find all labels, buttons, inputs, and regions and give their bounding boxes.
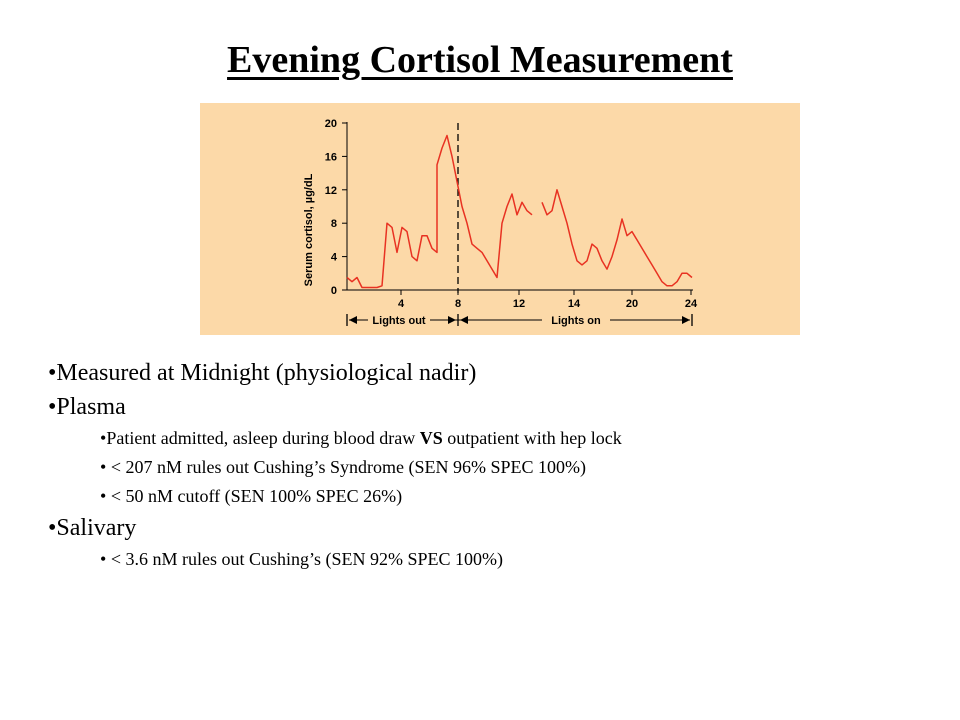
y-tick-label: 12 xyxy=(324,184,337,197)
chart-svg xyxy=(200,103,800,335)
y-tick-label: 0 xyxy=(330,285,337,297)
lights-on-label: Lights on xyxy=(551,315,601,327)
arrow-right-icon xyxy=(682,316,690,324)
arrow-left-icon xyxy=(460,316,468,324)
y-tick-label: 4 xyxy=(330,251,337,264)
y-axis-label: Serum cortisol, µg/dL xyxy=(303,173,315,287)
bullet-list xyxy=(48,356,928,574)
sub-bullet-item: • < 207 nM rules out Cushing’s Syndrome (SEN 96% SPEC 100%) xyxy=(48,453,928,482)
y-tick-label: 8 xyxy=(330,218,337,231)
y-tick-label: 16 xyxy=(324,151,337,164)
x-tick-label: 12 xyxy=(512,298,526,310)
x-tick-label: 4 xyxy=(397,298,405,310)
period-bar xyxy=(347,313,692,327)
sub-bullet-item: • Patient admitted, asleep during blood draw VS outpatient with hep lock xyxy=(48,424,928,453)
x-tick-label: 14 xyxy=(567,298,581,310)
cortisol-series-line xyxy=(542,190,692,286)
bullet-item: • Measured at Midnight (physiological nadir) xyxy=(48,356,928,390)
cortisol-chart xyxy=(200,103,800,335)
x-tick-label: 20 xyxy=(625,298,639,310)
sub-bullet-item: • < 50 nM cutoff (SEN 100% SPEC 26%) xyxy=(48,482,928,511)
arrow-right-icon xyxy=(448,316,456,324)
cortisol-series-line xyxy=(347,136,532,288)
slide-title: Evening Cortisol Measurement xyxy=(227,39,733,81)
x-tick-label: 8 xyxy=(454,298,462,310)
y-tick-label: 20 xyxy=(324,118,337,130)
bullet-item: • Plasma xyxy=(48,390,928,424)
bullet-item: • Salivary xyxy=(48,511,928,545)
arrow-left-icon xyxy=(349,316,357,324)
lights-out-label: Lights out xyxy=(372,315,426,327)
x-tick-label: 24 xyxy=(684,298,698,310)
sub-bullet-item: • < 3.6 nM rules out Cushing’s (SEN 92% SPEC 100%) xyxy=(48,545,928,574)
